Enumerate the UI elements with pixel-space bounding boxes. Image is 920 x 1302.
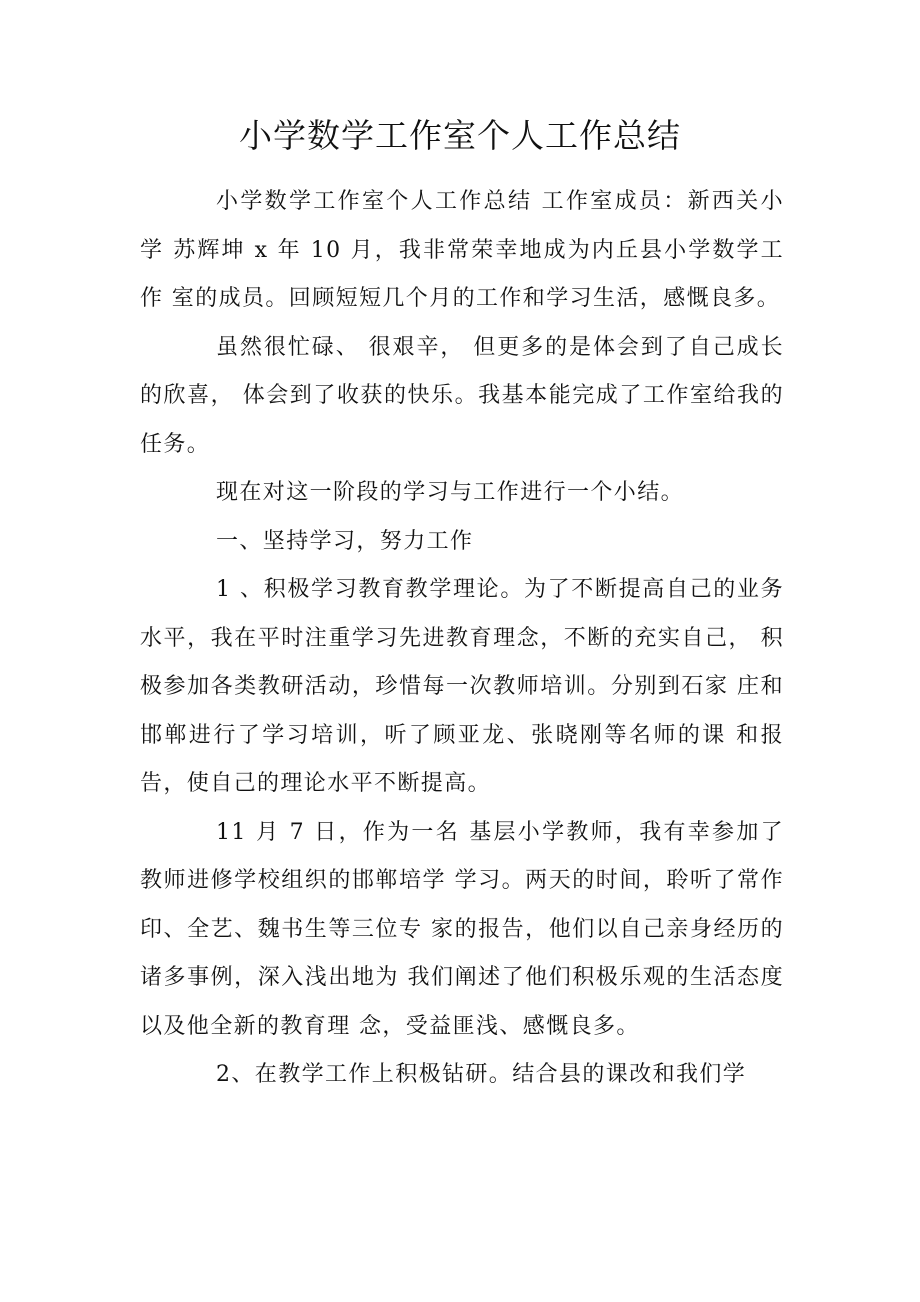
paragraph-theory-study: 1 、积极学习教育教学理论。为了不断提高自己的业务 水平，我在平时注重学习先进教育理念，不断的充实自己， 积极参加各类教研活动，珍惜每一次教师培训。分别到石家 庄和邯郸进行了学习培训，听了顾亚龙、张晓刚等名师的课 和报告，使自己的理论水平不断提高。 — [140, 577, 784, 796]
paragraph-teaching-research: 2、在教学工作上积极钻研。结合县的课改和我们学 — [216, 1062, 747, 1087]
document-body — [140, 178, 784, 1100]
paragraph-summary-lead: 现在对这一阶段的学习与工作进行一个小结。 — [216, 480, 685, 505]
paragraph-training: 11 月 7 日，作为一名 基层小学教师，我有幸参加了教师进修学校组织的邯郸培学 学习。两天的时间，聆听了常作印、全艺、魏书生等三位专 家的报告，他们以自己亲身经历的诸多事例，深入浅出地为 我们阐述了他们积极乐观的生活态度以及他全新的教育理 念，受益匪浅、感慨良多。 — [140, 819, 784, 1039]
section-heading-1: 一、坚持学习，努力工作 — [216, 528, 474, 554]
paragraph-reflection: 虽然很忙碌、 很艰辛， 但更多的是体会到了自己成长的欣喜， 体会到了收获的快乐。我基本能完成了工作室给我的任务。 — [140, 334, 784, 457]
paragraph-intro: 小学数学工作室个人工作总结 工作室成员：新西关小学 苏辉坤 x 年 10 月，我非常荣幸地成为内丘县小学数学工作 室的成员。回顾短短几个月的工作和学习生活，感慨良多。 — [140, 189, 784, 311]
document-title: 小学数学工作室个人工作总结 — [239, 116, 681, 155]
